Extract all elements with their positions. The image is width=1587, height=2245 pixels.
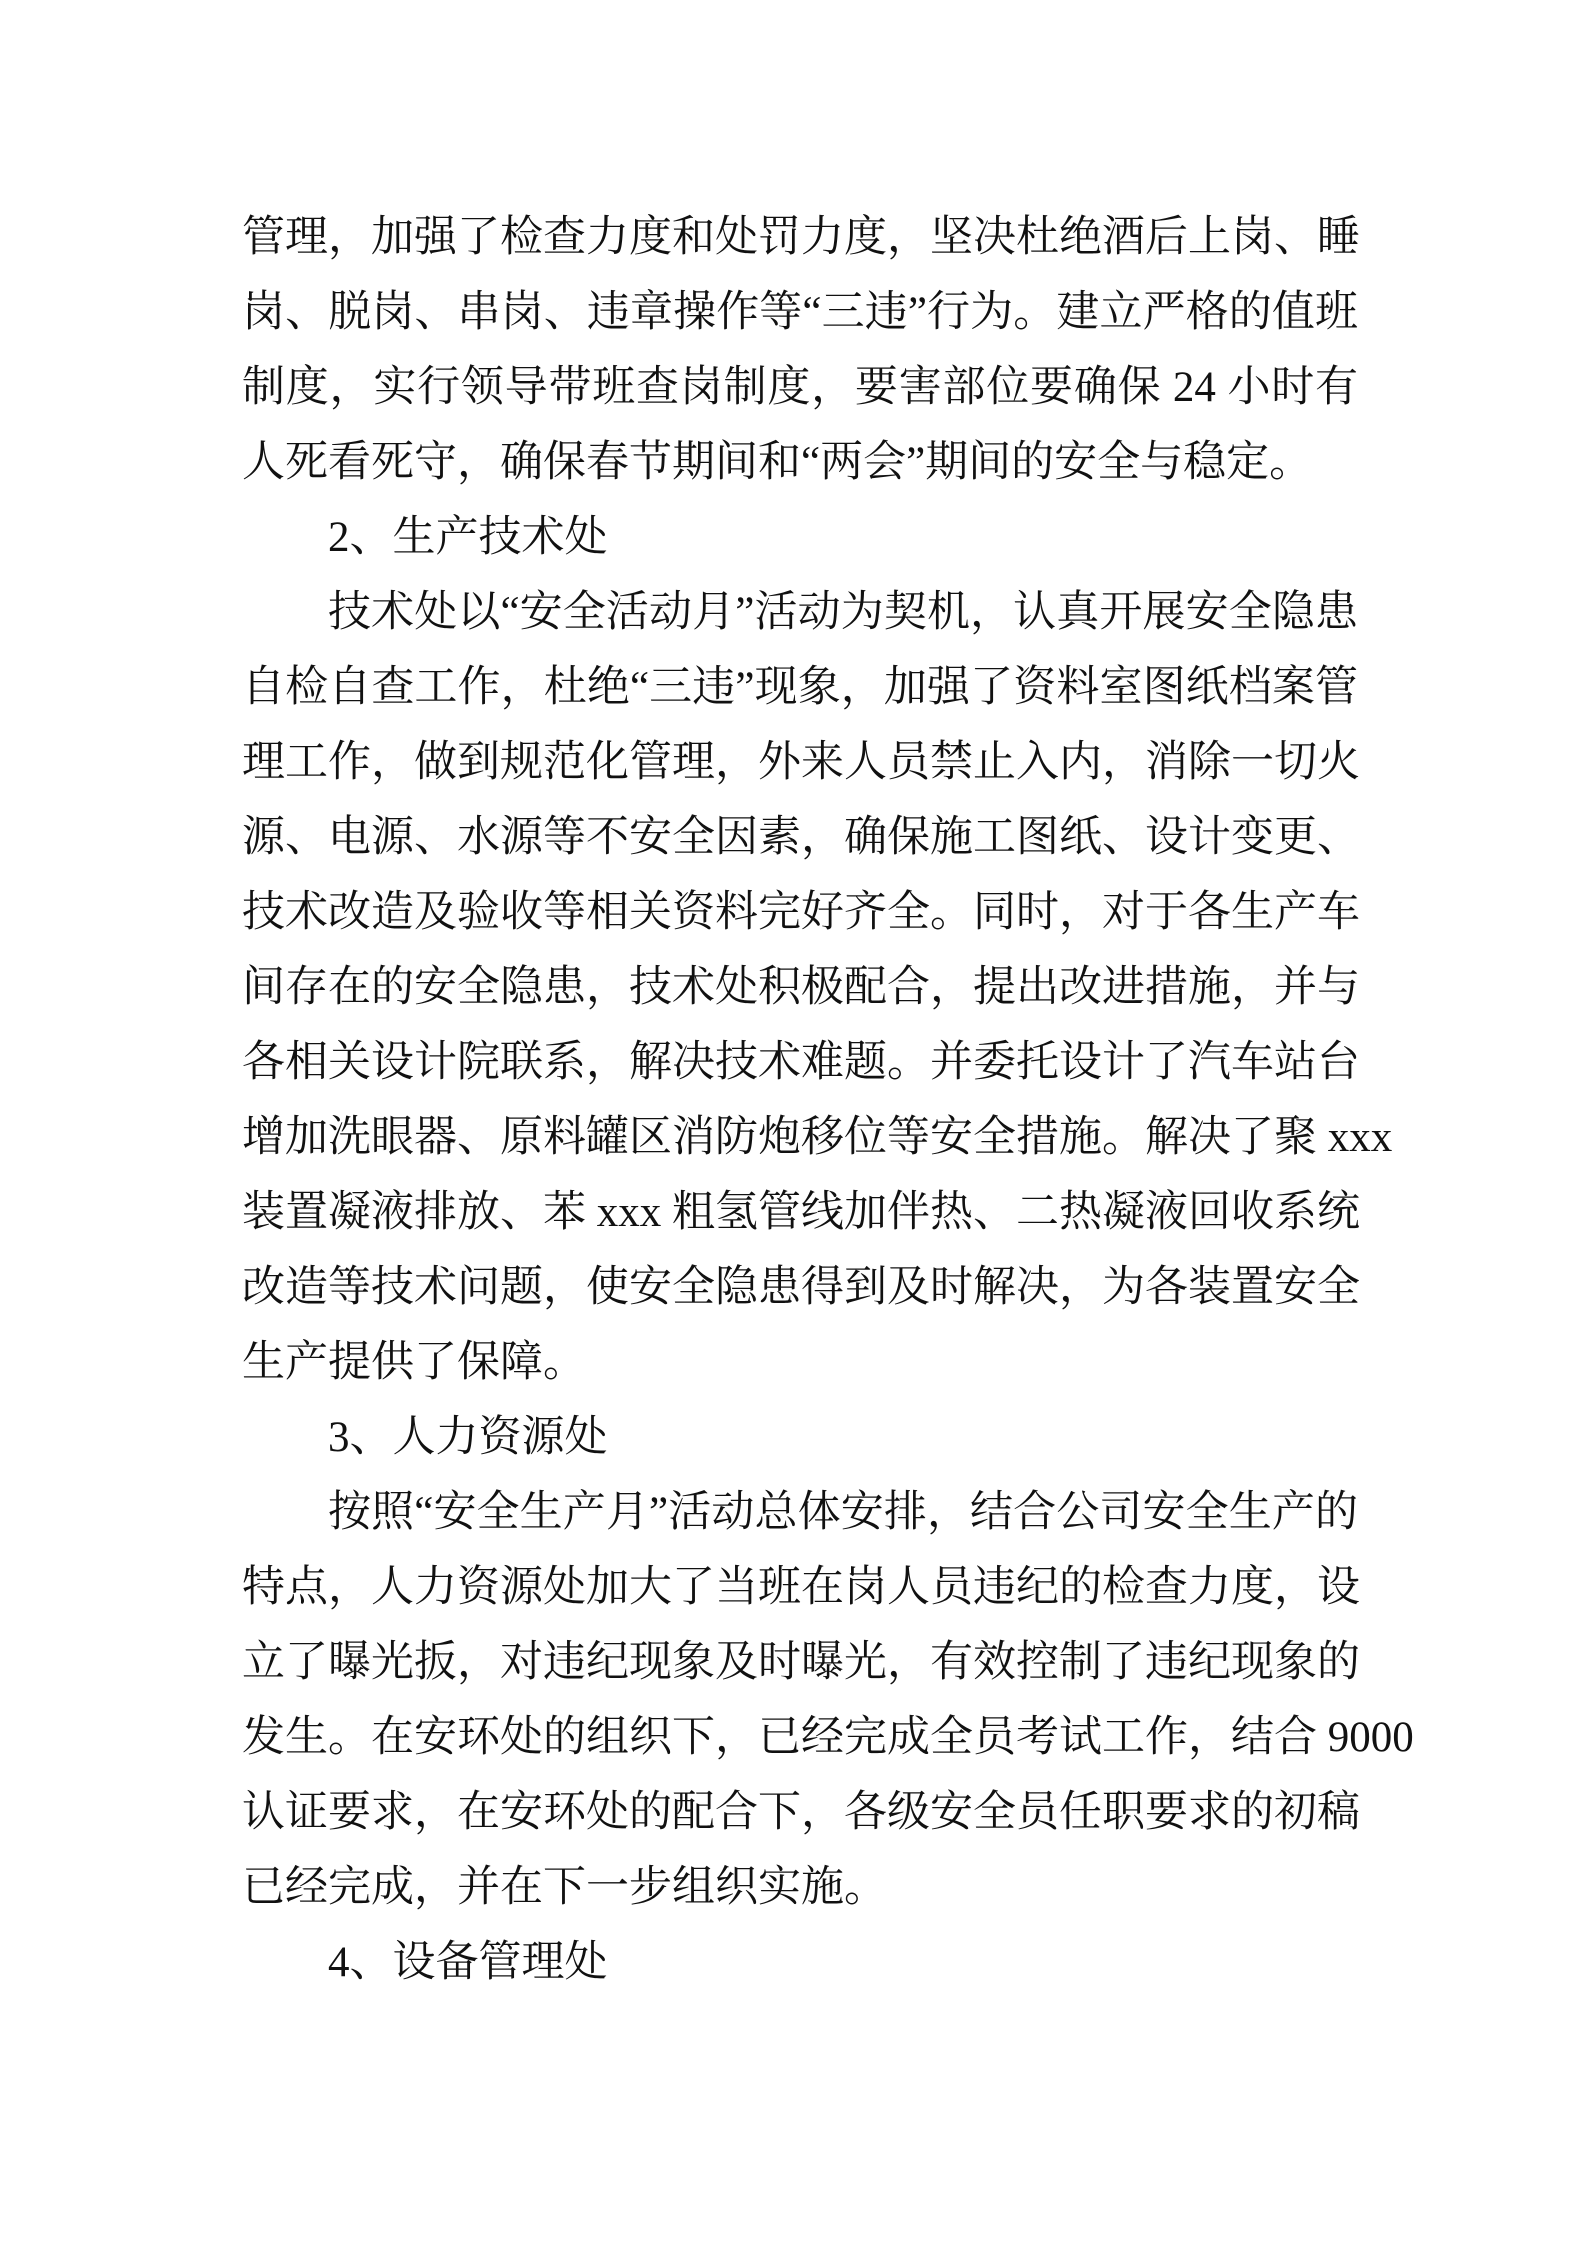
paragraph-line: 按照“安全生产月”活动总体安排，结合公司安全生产的 (328, 1489, 1358, 1536)
paragraph-line: 自检自查工作，杜绝“三违”现象，加强了资料室图纸档案管 (242, 664, 1358, 711)
paragraph-line: 制度，实行领导带班查岗制度，要害部位要确保 24 小时有 (242, 364, 1358, 411)
paragraph-line: 装置凝液排放、苯 xxx 粗氢管线加伴热、二热凝液回收系统 (242, 1189, 1360, 1236)
paragraph-line: 各相关设计院联系，解决技术难题。并委托设计了汽车站台 (242, 1039, 1360, 1086)
paragraph-line: 技术改造及验收等相关资料完好齐全。同时，对于各生产车 (242, 889, 1360, 936)
paragraph-line: 管理，加强了检查力度和处罚力度，坚决杜绝酒后上岗、睡 (242, 214, 1360, 261)
section-heading: 4、设备管理处 (328, 1939, 608, 1986)
paragraph-line: 岗、脱岗、串岗、违章操作等“三违”行为。建立严格的值班 (242, 289, 1358, 336)
paragraph-line: 认证要求，在安环处的配合下，各级安全员任职要求的初稿 (242, 1789, 1360, 1836)
paragraph-line: 已经完成，并在下一步组织实施。 (242, 1864, 887, 1911)
paragraph-line: 理工作，做到规范化管理，外来人员禁止入内，消除一切火 (242, 739, 1360, 786)
section-heading: 3、人力资源处 (328, 1414, 608, 1461)
paragraph-line: 人死看死守，确保春节期间和“两会”期间的安全与稳定。 (242, 439, 1313, 486)
paragraph-line: 技术处以“安全活动月”活动为契机，认真开展安全隐患 (328, 589, 1358, 636)
paragraph-line: 改造等技术问题，使安全隐患得到及时解决，为各装置安全 (242, 1264, 1360, 1311)
paragraph-line: 特点，人力资源处加大了当班在岗人员违纪的检查力度，设 (242, 1564, 1360, 1611)
document-page (242, 200, 1414, 2000)
paragraph-line: 增加洗眼器、原料罐区消防炮移位等安全措施。解决了聚 xxx (242, 1114, 1393, 1161)
paragraph-line: 生产提供了保障。 (242, 1339, 586, 1386)
paragraph-line: 源、电源、水源等不安全因素，确保施工图纸、设计变更、 (242, 814, 1360, 861)
paragraph-line: 立了曝光扳，对违纪现象及时曝光，有效控制了违纪现象的 (242, 1639, 1360, 1686)
paragraph-line: 间存在的安全隐患，技术处积极配合，提出改进措施，并与 (242, 964, 1360, 1011)
paragraph-line: 发生。在安环处的组织下，已经完成全员考试工作，结合 9000 (242, 1714, 1414, 1761)
section-heading: 2、生产技术处 (328, 514, 608, 561)
